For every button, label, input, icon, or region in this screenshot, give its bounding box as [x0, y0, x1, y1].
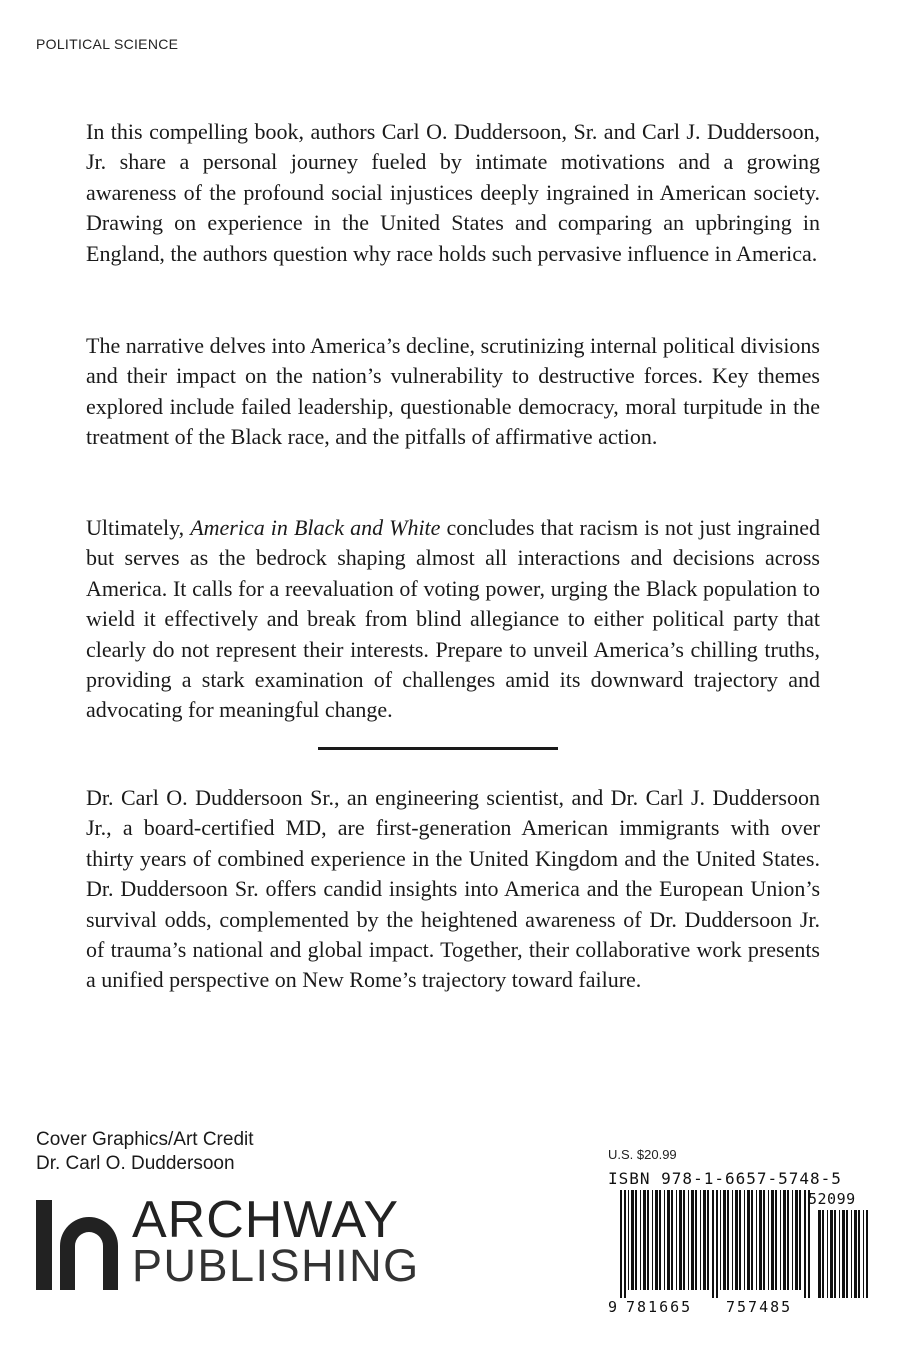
ean-right-group: 757485 — [726, 1298, 793, 1316]
section-divider — [318, 747, 558, 750]
book-title-italic: America in Black and White — [190, 515, 441, 540]
credit-name: Dr. Carl O. Duddersoon — [36, 1153, 235, 1174]
genre-label: POLITICAL SCIENCE — [36, 36, 179, 52]
paragraph-3-rest: concludes that racism is not just ingrained but serves as the bedrock shaping almost all interactions and decisions across America. It calls for a reevaluation of voting power, urging the Black population to wield it effectively and break from blind allegiance to either political party that clearly do not represent their interests. Prepare to unveil America’s chilling truths, providing a stark examination of challenges amid its downward trajectory and advocating for meaningful change. — [86, 515, 820, 723]
credit-heading: Cover Graphics/Art Credit — [36, 1129, 254, 1150]
synopsis-paragraph-2: The narrative delves into America’s decline, scrutinizing internal political divisions and their impact on the nation’s vulnerability to destructive forces. Key themes explored include failed leadership, questionable democracy, moral turpitude in the treatment of the Black race, and the pitfalls of affirmative action. — [86, 333, 820, 450]
isbn-text: ISBN 978-1-6657-5748-5 — [608, 1169, 842, 1188]
ean-left-group: 781665 — [626, 1298, 693, 1316]
publisher-name-line2: PUBLISHING — [132, 1240, 420, 1291]
ean-first-digit: 9 — [608, 1298, 618, 1316]
publisher-name-line1: ARCHWAY — [132, 1191, 399, 1249]
paragraph-3-lead: Ultimately, — [86, 515, 191, 540]
synopsis-paragraph-3 — [86, 513, 820, 726]
ean-digits — [608, 1298, 822, 1316]
author-bio-paragraph: Dr. Carl O. Duddersoon Sr., an engineering scientist, and Dr. Carl J. Duddersoon Jr., a board-certified MD, are first-generation American immigrants with over thirty years of combined experience in the United Kingdom and the United States. Dr. Duddersoon Sr. offers candid insights into America and the European Union’s survival odds, complemented by the heightened awareness of Dr. Duddersoon Jr. of trauma’s national and global impact. Together, their collaborative work presents a unified perspective on New Rome’s trajectory toward failure. — [86, 785, 820, 993]
publisher-logo — [36, 1191, 436, 1294]
price-addon-digits: 52099 — [808, 1190, 856, 1208]
cover-art-credit — [36, 1128, 254, 1176]
synopsis-paragraph-1: In this compelling book, authors Carl O. Duddersoon, Sr. and Carl J. Duddersoon, Jr. share a personal journey fueled by intimate motivations and a growing awareness of the profound social injustices deeply ingrained in American society. Drawing on experience in the United States and comparing an upbringing in England, the authors question why race holds such pervasive influence in America. — [86, 119, 820, 266]
archway-arch-icon — [36, 1200, 118, 1290]
price-label: U.S. $20.99 — [608, 1147, 677, 1162]
